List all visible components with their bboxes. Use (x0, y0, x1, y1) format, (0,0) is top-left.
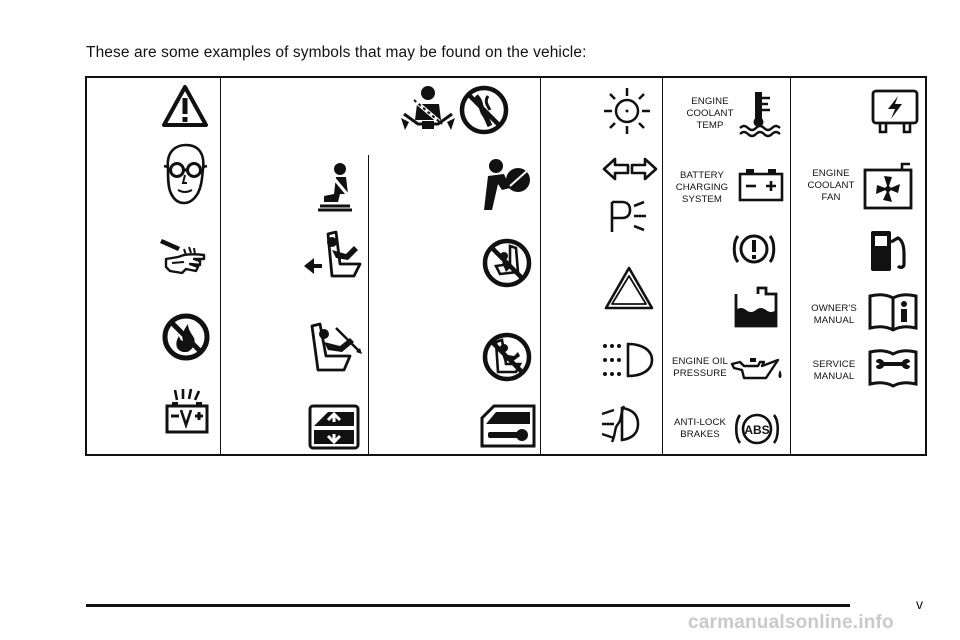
symbol-label: BATTERY CHARGING SYSTEM (675, 170, 729, 206)
page-number: v (916, 596, 923, 612)
door-lock-icon (478, 404, 538, 448)
fog-lamp-icon (600, 404, 640, 444)
hazard-triangle-icon (604, 266, 654, 310)
symbol-label: OWNER'S MANUAL (811, 303, 857, 327)
warning-triangle-icon (162, 84, 208, 128)
no-forward-child-seat-icon (480, 330, 534, 384)
no-rear-child-seat-icon (480, 236, 534, 290)
footer-rule (86, 604, 850, 607)
face-goggles-icon (162, 143, 208, 205)
turn-signal-arrows-icon (602, 156, 658, 182)
intro-text: These are some examples of symbols that may be found on the vehicle: (86, 44, 587, 61)
battery-icon (738, 166, 784, 202)
cooling-fan-icon (862, 160, 914, 210)
oil-can-icon (730, 352, 784, 384)
fuse-box-icon (870, 88, 920, 134)
lighting-switch-icon (600, 86, 654, 138)
service-manual-icon (868, 348, 918, 388)
column-divider (220, 76, 221, 456)
column-divider (790, 76, 791, 456)
column-divider (662, 76, 663, 456)
brake-warning-icon (732, 230, 776, 268)
daytime-lamp-icon (602, 340, 656, 380)
abs-text: ABS (744, 423, 770, 437)
battery-explode-icon (163, 388, 211, 436)
no-flames-icon (161, 312, 211, 362)
column-divider (368, 155, 369, 456)
symbol-label: ENGINE OIL PRESSURE (672, 356, 728, 380)
no-twist-belt-icon (458, 84, 510, 136)
coolant-temp-icon (738, 90, 780, 136)
child-seat-rearward-icon (302, 228, 362, 280)
seat-belt-icon (310, 162, 360, 214)
symbol-label: ENGINE COOLANT TEMP (686, 96, 734, 132)
seat-belt-buckle-icon (398, 84, 458, 136)
symbol-label: SERVICE MANUAL (812, 359, 856, 383)
abs-icon (734, 410, 780, 448)
acid-hand-icon (160, 235, 210, 277)
power-window-icon (308, 404, 360, 450)
column-divider (540, 76, 541, 456)
owners-manual-icon (868, 292, 918, 332)
watermark: carmanualsonline.info (688, 612, 894, 633)
child-seat-belt-icon (306, 322, 366, 374)
symbol-label: ANTI-LOCK BRAKES (673, 417, 727, 441)
symbol-label: ENGINE COOLANT FAN (807, 168, 855, 204)
airbag-icon (478, 158, 534, 212)
parking-lamp-icon (608, 200, 648, 234)
coolant-reservoir-icon (732, 284, 780, 328)
fuel-pump-icon (868, 228, 908, 272)
